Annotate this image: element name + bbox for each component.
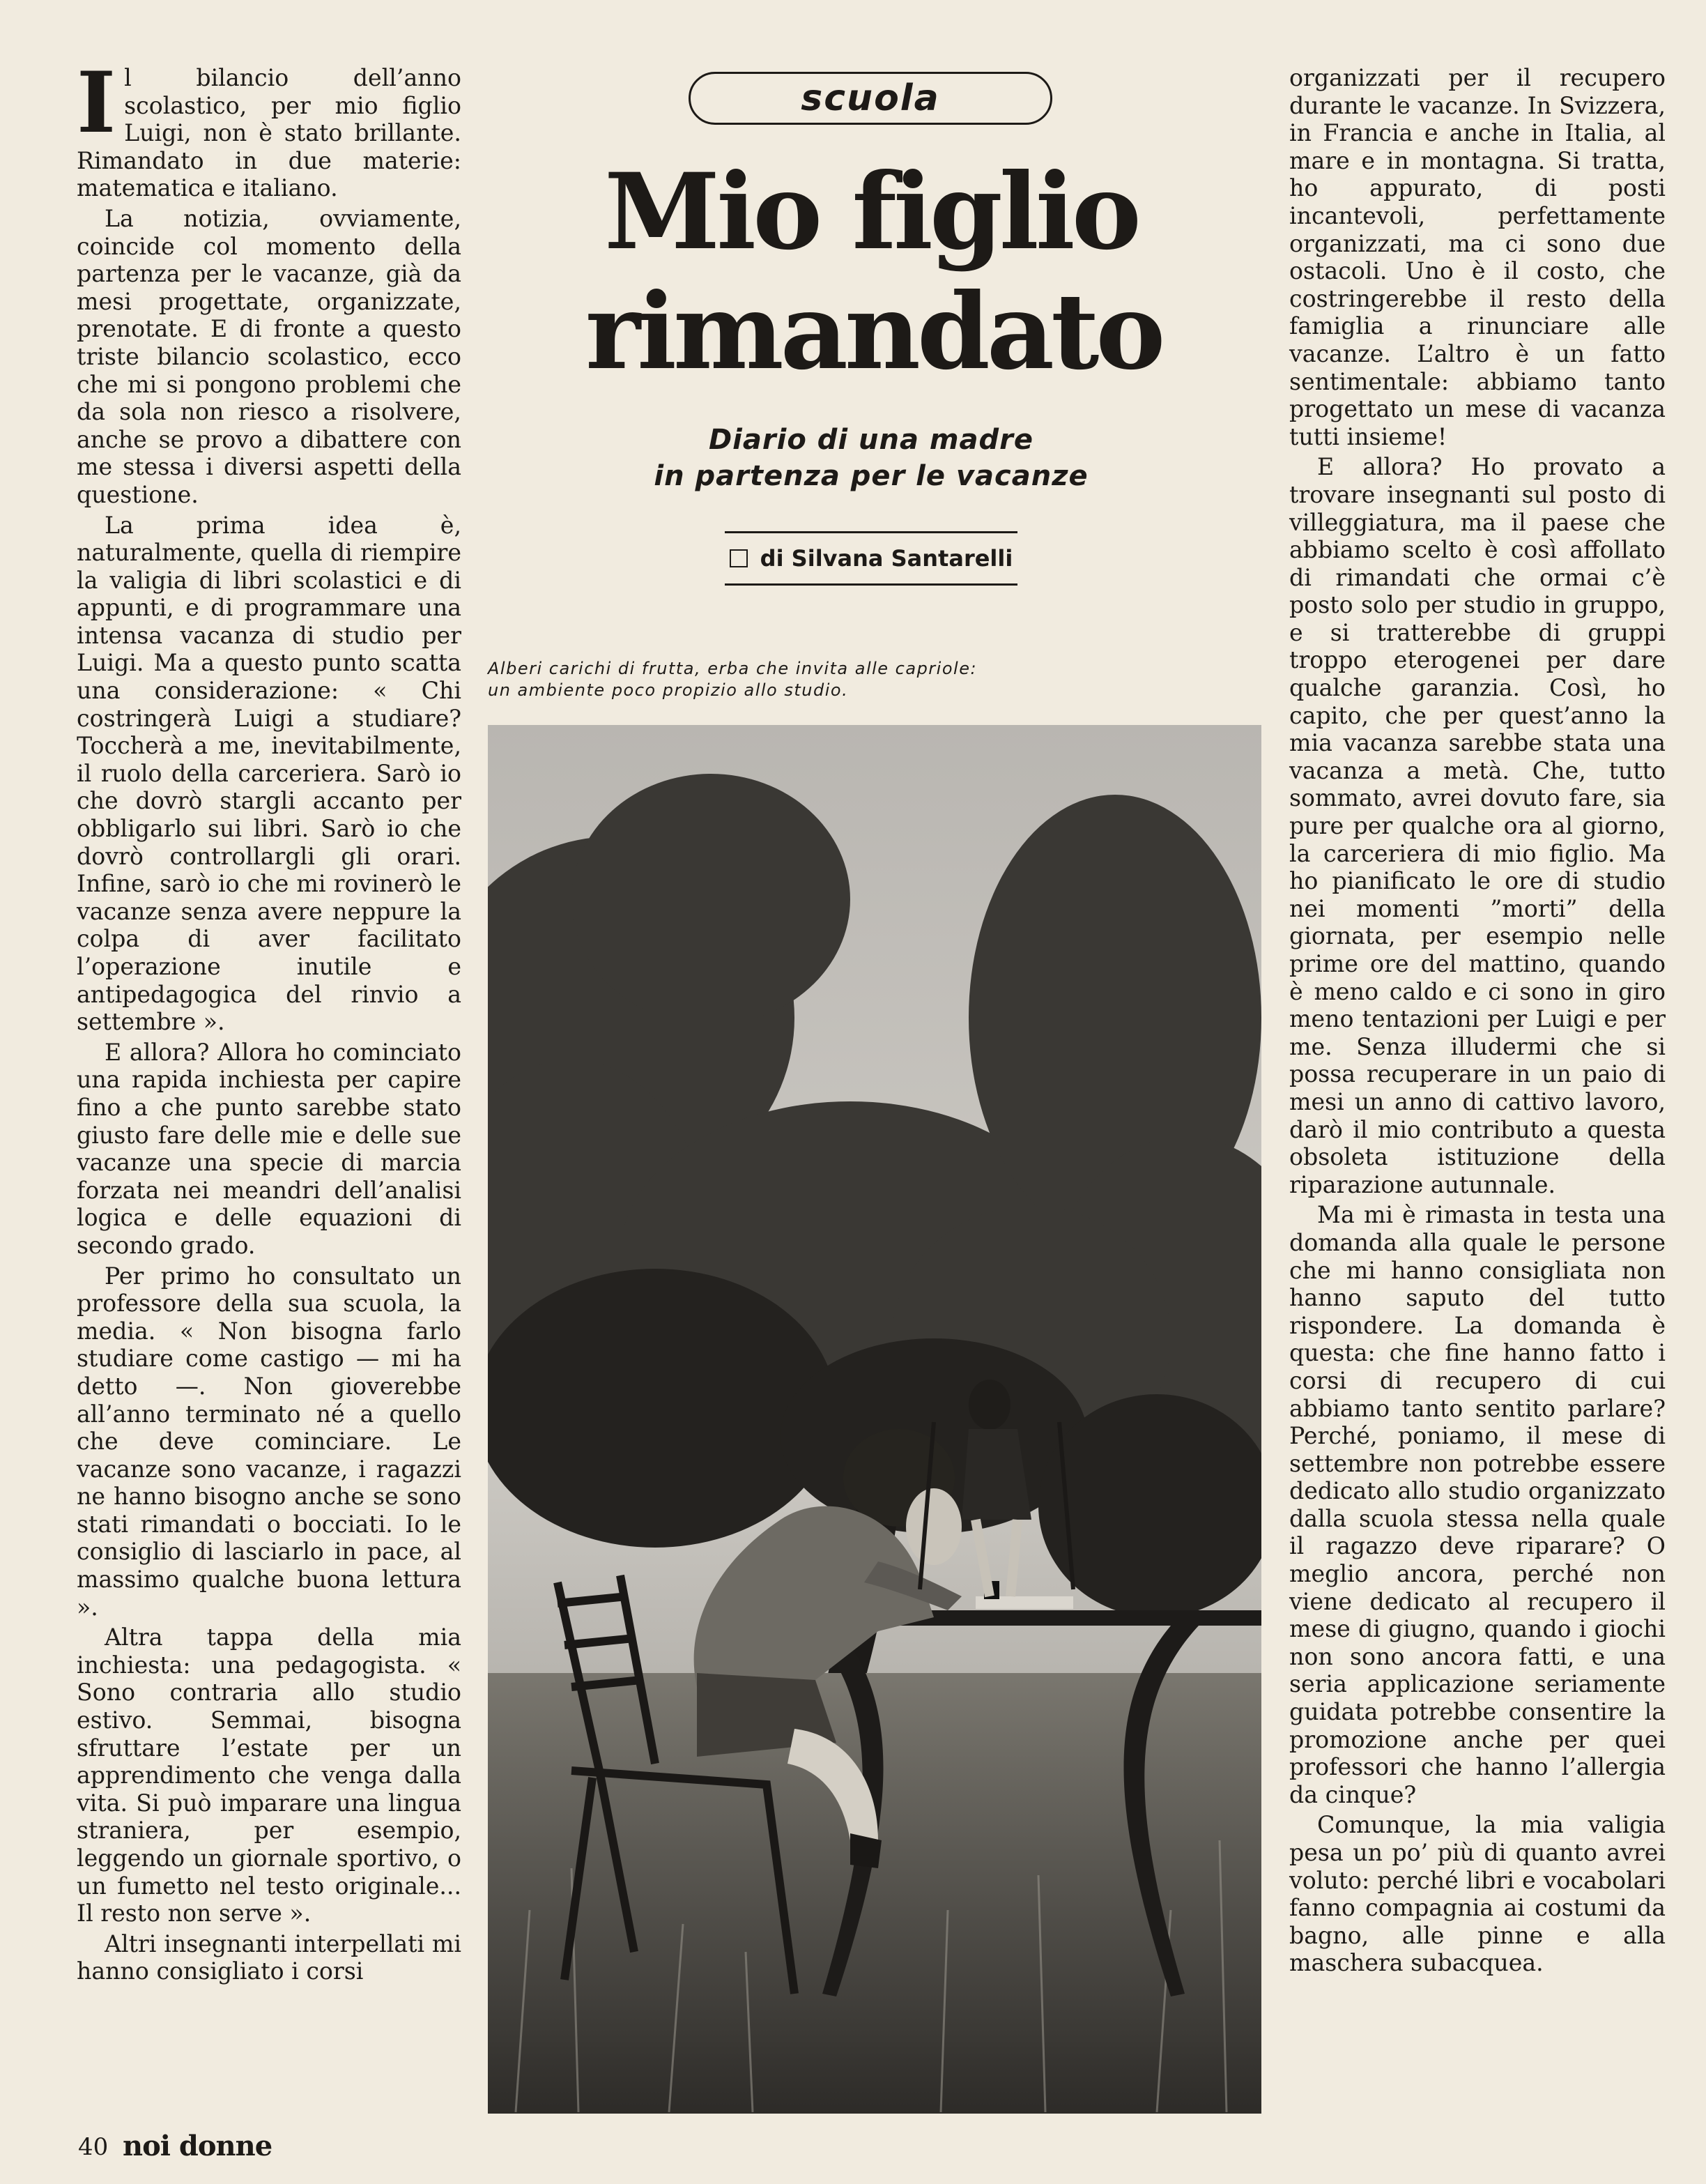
caption-line: un ambiente poco propizio allo studio. <box>488 680 849 700</box>
headline-line: rimandato <box>585 270 1162 393</box>
article-column-right <box>1289 64 1666 1980</box>
drop-cap: I <box>77 54 116 152</box>
page-number: 40 <box>78 2133 109 2161</box>
subheadline <box>599 422 1143 494</box>
paragraph: organizzati per il recupero durante le vacanze. In Svizzera, in Francia e anche in Italia, al mare e in montagna. Si tratta, ho appurato, di posti incantevoli, perfettamente organizzati, ma ci sono due ostacoli. Uno è il costo, che costringerebbe il resto della famiglia a rinunciare alle vacanze. L’altro è un fatto sentimentale: abbiamo tanto progettato un mese di vacanza tutti insieme! <box>1289 64 1666 450</box>
paragraph: La prima idea è, naturalmente, quella di riempire la valigia di libri scolastici e di appunti, e di programmare una intensa vacanza di studio per Luigi. Ma a questo punto scatta una considerazione: « Chi costringerà Luigi a studiare? Toccherà a me, inevitabilmente, il ruolo della carceriera. Sarò io che dovrò stargli accanto per obbligarlo sui libri. Sarò io che dovrò controllargli gli orari. Infine, sarò io che mi rovinerò le vacanze senza avere neppure la colpa di aver facilitato l’operazione inutile e antipedagogica del rinvio a settembre ». <box>77 511 461 1036</box>
headline-line: Mio figlio <box>604 151 1138 273</box>
article-column-left <box>77 54 461 1988</box>
paragraph: Per primo ho consultato un professore della sua scuola, la media. « Non bisogna farlo studiare come castigo — mi ha detto —. Non gioverebbe all’anno terminato né a quello che deve cominciare. Le vacanze sono vacanze, i ragazzi ne hanno bisogno anche se sono stati rimandati o bocciati. Io le consiglio di lasciarlo in pace, al massimo qualche buona lettura ». <box>77 1262 461 1621</box>
paragraph: Comunque, la mia valigia pesa un po’ più di quanto avrei voluto: perché libri e vocabolari fanno compagnia ai costumi da bagno, alle pinne e alla maschera subacquea. <box>1289 1811 1666 1977</box>
photo-caption <box>488 658 1045 701</box>
subheadline-line: Diario di una madre <box>708 424 1034 456</box>
photograph-boy-studying-icon <box>488 725 1261 2114</box>
section-label: scuola <box>689 72 1052 125</box>
paragraph: E allora? Ho provato a trovare insegnanti sul posto di villeggiatura, ma il paese che abbiamo scelto è così affollato di rimandati che ormai c’è posto solo per studio in gruppo, e si tratterebbe di gruppi troppo eterogenei per dare qualche garanzia. Così, ho capito, che per quest’anno la mia vacanza sarebbe stata una vacanza a metà. Che, tutto sommato, avrei dovuto fare, sia pure per qualche ora al giorno, la carceriera di mio figlio. Ma ho pianificato le ore di studio nei momenti ”morti” della giornata, per esempio nelle prime ore del mattino, quando è meno caldo e ci sono in giro meno tentazioni per Luigi e per me. Senza illudermi che si possa recuperare in un paio di mesi un anno di cattivo lavoro, darò il mio contributo a questa obsoleta istituzione della riparazione autunnale. <box>1289 453 1666 1198</box>
paragraph: E allora? Allora ho cominciato una rapida inchiesta per capire fino a che punto sarebbe stato giusto fare delle mie e delle sue vacanze una specie di marcia forzata nei meandri dell’analisi logica e delle equazioni di secondo grado. <box>77 1038 461 1259</box>
magazine-name: noi donne <box>123 2130 272 2162</box>
caption-line: Alberi carichi di frutta, erba che invita alle capriole: <box>488 659 978 678</box>
subheadline-line: in partenza per le vacanze <box>654 460 1089 492</box>
paragraph: Altri insegnanti interpellati mi hanno consigliato i corsi <box>77 1930 461 1985</box>
article-photo <box>488 725 1261 2114</box>
paragraph-text: l bilancio dell’anno scolastico, per mio figlio Luigi, non è stato brillante. Rimandato in due materie: matematica e italiano. <box>77 64 461 202</box>
paragraph <box>77 54 461 202</box>
byline-text: di Silvana Santarelli <box>760 545 1013 572</box>
square-bullet-icon <box>730 549 748 567</box>
byline <box>725 531 1017 586</box>
paragraph: Ma mi è rimasta in testa una domanda alla quale le persone che mi hanno consigliata non hanno saputo del tutto rispondere. La domanda è questa: che fine hanno fatto i corsi di recupero di cui abbiamo tanto sentito parlare? Perché, poniamo, il mese di settembre non potrebbe essere dedicato allo studio organizzato dalla scuola stessa nella quale il ragazzo deve riparare? O meglio ancora, perché non viene dedicato al recupero il mese di giugno, quando i giochi non sono ancora fatti, e una seria applicazione seriamente guidata potrebbe consentire la promozione anche per quei professori che hanno l’allergia da cinque? <box>1289 1201 1666 1808</box>
paragraph: La notizia, ovviamente, coincide col momento della partenza per le vacanze, già da mesi progettate, organizzate, prenotate. E di fronte a questo triste bilancio scolastico, ecco che mi si pongono problemi che da sola non riesco a risolvere, anche se provo a dibattere con me stessa i diversi aspetti della questione. <box>77 204 461 508</box>
headline <box>585 151 1162 393</box>
paragraph: Altra tappa della mia inchiesta: una pedagogista. « Sono contraria allo studio estivo. Semmai, bisogna sfruttare l’estate per un apprendimento che venga dalla vita. Si può imparare una lingua straniera, per esempio, leggendo un giornale sportivo, o un fumetto nel testo originale... Il resto non serve ». <box>77 1624 461 1927</box>
